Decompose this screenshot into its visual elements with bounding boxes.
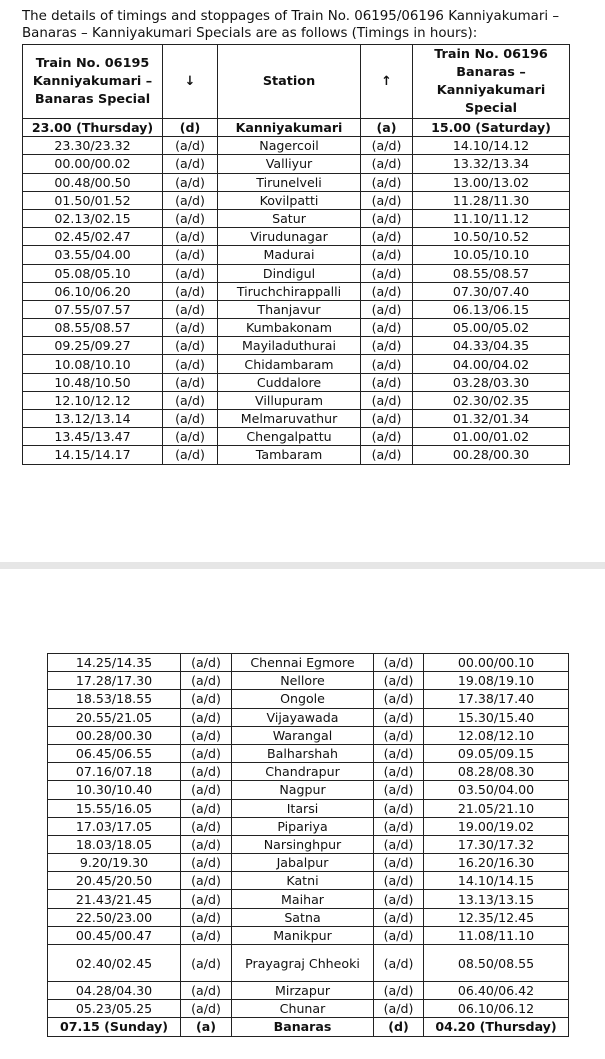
direction-down: (a/d) bbox=[163, 300, 218, 318]
direction-down: (a/d) bbox=[163, 355, 218, 373]
station-name: Warangal bbox=[232, 726, 374, 744]
departure-arrival-06196: 21.05/21.10 bbox=[424, 799, 569, 817]
station-name: Chunar bbox=[232, 1000, 374, 1018]
station-name: Thanjavur bbox=[218, 300, 361, 318]
departure-arrival-06196: 06.13/06.15 bbox=[413, 300, 570, 318]
table-row bbox=[23, 410, 570, 428]
station-name: Villupuram bbox=[218, 391, 361, 409]
station-name: Kumbakonam bbox=[218, 319, 361, 337]
table-row bbox=[23, 137, 570, 155]
timetable-part-1 bbox=[22, 44, 570, 465]
departure-arrival-06196: 00.28/00.30 bbox=[413, 446, 570, 464]
departure-arrival-06195: 15.55/16.05 bbox=[48, 799, 181, 817]
departure-arrival-06195: 23.00 (Thursday) bbox=[23, 119, 163, 137]
table-row bbox=[48, 744, 569, 762]
table-row bbox=[23, 373, 570, 391]
departure-arrival-06196: 04.33/04.35 bbox=[413, 337, 570, 355]
station-name: Nagpur bbox=[232, 781, 374, 799]
header-up-arrow: ↑ bbox=[361, 45, 413, 119]
station-name: Chennai Egmore bbox=[232, 654, 374, 672]
direction-down: (a/d) bbox=[181, 945, 232, 982]
direction-down: (a/d) bbox=[181, 690, 232, 708]
table-row bbox=[23, 191, 570, 209]
station-name: Mirzapur bbox=[232, 982, 374, 1000]
departure-arrival-06195: 01.50/01.52 bbox=[23, 191, 163, 209]
table-row bbox=[48, 781, 569, 799]
departure-arrival-06195: 23.30/23.32 bbox=[23, 137, 163, 155]
departure-arrival-06195: 20.55/21.05 bbox=[48, 708, 181, 726]
table-row bbox=[23, 228, 570, 246]
direction-down: (a/d) bbox=[163, 410, 218, 428]
header-train-06196: Train No. 06196 Banaras – Kanniyakumari Special bbox=[413, 45, 570, 119]
direction-up: (a/d) bbox=[361, 391, 413, 409]
direction-up: (a/d) bbox=[361, 410, 413, 428]
departure-arrival-06195: 09.25/09.27 bbox=[23, 337, 163, 355]
table-row bbox=[48, 817, 569, 835]
station-name: Dindigul bbox=[218, 264, 361, 282]
station-name: Virudunagar bbox=[218, 228, 361, 246]
departure-arrival-06196: 04.20 (Thursday) bbox=[424, 1018, 569, 1036]
station-name: Maihar bbox=[232, 890, 374, 908]
header-down-arrow: ↓ bbox=[163, 45, 218, 119]
station-name: Vijayawada bbox=[232, 708, 374, 726]
direction-down: (a/d) bbox=[181, 835, 232, 853]
departure-arrival-06196: 08.50/08.55 bbox=[424, 945, 569, 982]
departure-arrival-06196: 03.28/03.30 bbox=[413, 373, 570, 391]
departure-arrival-06195: 06.10/06.20 bbox=[23, 282, 163, 300]
station-name: Kovilpatti bbox=[218, 191, 361, 209]
departure-arrival-06195: 17.28/17.30 bbox=[48, 672, 181, 690]
direction-down: (d) bbox=[163, 119, 218, 137]
table-row bbox=[48, 672, 569, 690]
direction-up: (d) bbox=[374, 1018, 424, 1036]
departure-arrival-06195: 13.12/13.14 bbox=[23, 410, 163, 428]
departure-arrival-06196: 07.30/07.40 bbox=[413, 282, 570, 300]
departure-arrival-06195: 10.30/10.40 bbox=[48, 781, 181, 799]
direction-down: (a/d) bbox=[181, 926, 232, 944]
table-row bbox=[48, 726, 569, 744]
direction-down: (a/d) bbox=[163, 191, 218, 209]
direction-up: (a/d) bbox=[374, 1000, 424, 1018]
direction-down: (a/d) bbox=[163, 446, 218, 464]
departure-arrival-06196: 08.55/08.57 bbox=[413, 264, 570, 282]
table-row bbox=[48, 854, 569, 872]
departure-arrival-06196: 00.00/00.10 bbox=[424, 654, 569, 672]
table-row bbox=[48, 982, 569, 1000]
direction-up: (a/d) bbox=[374, 982, 424, 1000]
departure-arrival-06196: 14.10/14.15 bbox=[424, 872, 569, 890]
direction-down: (a/d) bbox=[181, 654, 232, 672]
departure-arrival-06196: 11.10/11.12 bbox=[413, 209, 570, 227]
departure-arrival-06196: 03.50/04.00 bbox=[424, 781, 569, 799]
direction-up: (a/d) bbox=[374, 781, 424, 799]
departure-arrival-06196: 05.00/05.02 bbox=[413, 319, 570, 337]
direction-down: (a/d) bbox=[163, 373, 218, 391]
station-name: Cuddalore bbox=[218, 373, 361, 391]
departure-arrival-06196: 02.30/02.35 bbox=[413, 391, 570, 409]
direction-down: (a/d) bbox=[181, 817, 232, 835]
station-name: Narsinghpur bbox=[232, 835, 374, 853]
direction-down: (a) bbox=[181, 1018, 232, 1036]
departure-arrival-06195: 12.10/12.12 bbox=[23, 391, 163, 409]
station-name: Satur bbox=[218, 209, 361, 227]
table-row bbox=[48, 872, 569, 890]
document-page-2 bbox=[0, 569, 605, 1059]
departure-arrival-06196: 12.08/12.10 bbox=[424, 726, 569, 744]
station-name: Jabalpur bbox=[232, 854, 374, 872]
departure-arrival-06195: 13.45/13.47 bbox=[23, 428, 163, 446]
direction-up: (a/d) bbox=[374, 654, 424, 672]
table-row bbox=[23, 246, 570, 264]
direction-up: (a/d) bbox=[374, 908, 424, 926]
station-name: Pipariya bbox=[232, 817, 374, 835]
direction-down: (a/d) bbox=[163, 173, 218, 191]
direction-down: (a/d) bbox=[181, 982, 232, 1000]
direction-up: (a/d) bbox=[374, 854, 424, 872]
departure-arrival-06196: 12.35/12.45 bbox=[424, 908, 569, 926]
departure-arrival-06195: 18.53/18.55 bbox=[48, 690, 181, 708]
table-row bbox=[48, 835, 569, 853]
direction-down: (a/d) bbox=[163, 391, 218, 409]
direction-down: (a/d) bbox=[163, 246, 218, 264]
direction-up: (a/d) bbox=[361, 191, 413, 209]
table-row bbox=[48, 945, 569, 982]
departure-arrival-06196: 04.00/04.02 bbox=[413, 355, 570, 373]
station-name: Madurai bbox=[218, 246, 361, 264]
station-name: Melmaruvathur bbox=[218, 410, 361, 428]
departure-arrival-06196: 08.28/08.30 bbox=[424, 763, 569, 781]
departure-arrival-06195: 05.23/05.25 bbox=[48, 1000, 181, 1018]
departure-arrival-06196: 11.28/11.30 bbox=[413, 191, 570, 209]
departure-arrival-06195: 18.03/18.05 bbox=[48, 835, 181, 853]
table-row bbox=[48, 908, 569, 926]
departure-arrival-06195: 07.55/07.57 bbox=[23, 300, 163, 318]
departure-arrival-06195: 07.15 (Sunday) bbox=[48, 1018, 181, 1036]
direction-up: (a/d) bbox=[361, 300, 413, 318]
departure-arrival-06195: 17.03/17.05 bbox=[48, 817, 181, 835]
departure-arrival-06195: 04.28/04.30 bbox=[48, 982, 181, 1000]
direction-up: (a/d) bbox=[361, 428, 413, 446]
direction-up: (a/d) bbox=[361, 264, 413, 282]
direction-up: (a/d) bbox=[374, 890, 424, 908]
direction-up: (a/d) bbox=[374, 799, 424, 817]
departure-arrival-06195: 00.28/00.30 bbox=[48, 726, 181, 744]
table-row bbox=[23, 355, 570, 373]
departure-arrival-06196: 06.10/06.12 bbox=[424, 1000, 569, 1018]
direction-down: (a/d) bbox=[181, 872, 232, 890]
departure-arrival-06195: 06.45/06.55 bbox=[48, 744, 181, 762]
departure-arrival-06195: 02.45/02.47 bbox=[23, 228, 163, 246]
departure-arrival-06196: 13.13/13.15 bbox=[424, 890, 569, 908]
direction-down: (a/d) bbox=[181, 1000, 232, 1018]
direction-up: (a/d) bbox=[374, 926, 424, 944]
departure-arrival-06196: 19.08/19.10 bbox=[424, 672, 569, 690]
table-row bbox=[23, 300, 570, 318]
timetable-part-2 bbox=[47, 653, 569, 1037]
station-name: Nellore bbox=[232, 672, 374, 690]
departure-arrival-06195: 02.40/02.45 bbox=[48, 945, 181, 982]
departure-arrival-06196: 01.32/01.34 bbox=[413, 410, 570, 428]
direction-up: (a/d) bbox=[361, 173, 413, 191]
table-header-row bbox=[23, 45, 570, 119]
direction-down: (a/d) bbox=[163, 282, 218, 300]
direction-down: (a/d) bbox=[163, 137, 218, 155]
departure-arrival-06196: 09.05/09.15 bbox=[424, 744, 569, 762]
departure-arrival-06195: 00.45/00.47 bbox=[48, 926, 181, 944]
departure-arrival-06195: 22.50/23.00 bbox=[48, 908, 181, 926]
direction-down: (a/d) bbox=[163, 337, 218, 355]
table-row bbox=[23, 391, 570, 409]
departure-arrival-06195: 00.48/00.50 bbox=[23, 173, 163, 191]
direction-up: (a/d) bbox=[374, 690, 424, 708]
direction-up: (a/d) bbox=[374, 872, 424, 890]
direction-up: (a/d) bbox=[374, 708, 424, 726]
departure-arrival-06196: 01.00/01.02 bbox=[413, 428, 570, 446]
departure-arrival-06195: 02.13/02.15 bbox=[23, 209, 163, 227]
station-name: Kanniyakumari bbox=[218, 119, 361, 137]
direction-down: (a/d) bbox=[181, 744, 232, 762]
departure-arrival-06195: 10.08/10.10 bbox=[23, 355, 163, 373]
direction-down: (a/d) bbox=[181, 854, 232, 872]
direction-up: (a/d) bbox=[361, 137, 413, 155]
departure-arrival-06195: 00.00/00.02 bbox=[23, 155, 163, 173]
departure-arrival-06195: 14.25/14.35 bbox=[48, 654, 181, 672]
direction-up: (a/d) bbox=[374, 744, 424, 762]
direction-up: (a/d) bbox=[374, 726, 424, 744]
station-name: Banaras bbox=[232, 1018, 374, 1036]
departure-arrival-06196: 16.20/16.30 bbox=[424, 854, 569, 872]
direction-up: (a/d) bbox=[361, 373, 413, 391]
departure-arrival-06195: 05.08/05.10 bbox=[23, 264, 163, 282]
station-name: Tiruchchirappalli bbox=[218, 282, 361, 300]
departure-arrival-06195: 10.48/10.50 bbox=[23, 373, 163, 391]
station-name: Mayiladuthurai bbox=[218, 337, 361, 355]
direction-up: (a/d) bbox=[361, 282, 413, 300]
direction-up: (a/d) bbox=[374, 817, 424, 835]
page-separator bbox=[0, 562, 605, 569]
header-station: Station bbox=[218, 45, 361, 119]
direction-up: (a/d) bbox=[374, 672, 424, 690]
station-name: Manikpur bbox=[232, 926, 374, 944]
departure-arrival-06196: 13.00/13.02 bbox=[413, 173, 570, 191]
station-name: Chidambaram bbox=[218, 355, 361, 373]
table-row bbox=[23, 209, 570, 227]
departure-arrival-06196: 10.50/10.52 bbox=[413, 228, 570, 246]
header-train-06195: Train No. 06195 Kanniyakumari – Banaras Special bbox=[23, 45, 163, 119]
direction-up: (a/d) bbox=[361, 319, 413, 337]
direction-down: (a/d) bbox=[181, 672, 232, 690]
direction-down: (a/d) bbox=[163, 428, 218, 446]
table-row bbox=[48, 654, 569, 672]
direction-up: (a) bbox=[361, 119, 413, 137]
station-name: Satna bbox=[232, 908, 374, 926]
table-row bbox=[23, 446, 570, 464]
intro-text: The details of timings and stoppages of Train No. 06195/06196 Kanniyakumari – Banaras – Kanniyakumari Specials are as follows (Timings in hours): bbox=[22, 9, 560, 41]
direction-up: (a/d) bbox=[374, 835, 424, 853]
station-name: Tirunelveli bbox=[218, 173, 361, 191]
departure-arrival-06196: 19.00/19.02 bbox=[424, 817, 569, 835]
direction-up: (a/d) bbox=[374, 945, 424, 982]
direction-down: (a/d) bbox=[163, 155, 218, 173]
direction-down: (a/d) bbox=[181, 763, 232, 781]
direction-down: (a/d) bbox=[181, 890, 232, 908]
departure-arrival-06196: 15.30/15.40 bbox=[424, 708, 569, 726]
table-row bbox=[48, 890, 569, 908]
table-row bbox=[23, 282, 570, 300]
station-name: Katni bbox=[232, 872, 374, 890]
direction-down: (a/d) bbox=[163, 264, 218, 282]
departure-arrival-06196: 11.08/11.10 bbox=[424, 926, 569, 944]
direction-down: (a/d) bbox=[181, 726, 232, 744]
direction-down: (a/d) bbox=[163, 209, 218, 227]
departure-arrival-06196: 15.00 (Saturday) bbox=[413, 119, 570, 137]
direction-up: (a/d) bbox=[374, 763, 424, 781]
departure-arrival-06195: 03.55/04.00 bbox=[23, 246, 163, 264]
departure-arrival-06195: 20.45/20.50 bbox=[48, 872, 181, 890]
table-row bbox=[23, 264, 570, 282]
direction-up: (a/d) bbox=[361, 446, 413, 464]
station-name: Itarsi bbox=[232, 799, 374, 817]
table-row bbox=[48, 708, 569, 726]
direction-up: (a/d) bbox=[361, 228, 413, 246]
table-row bbox=[48, 799, 569, 817]
direction-up: (a/d) bbox=[361, 355, 413, 373]
table-row bbox=[23, 428, 570, 446]
departure-arrival-06195: 08.55/08.57 bbox=[23, 319, 163, 337]
direction-up: (a/d) bbox=[361, 246, 413, 264]
direction-up: (a/d) bbox=[361, 155, 413, 173]
table-row bbox=[23, 155, 570, 173]
station-name: Ongole bbox=[232, 690, 374, 708]
table-row bbox=[23, 319, 570, 337]
departure-arrival-06196: 10.05/10.10 bbox=[413, 246, 570, 264]
table-row bbox=[23, 173, 570, 191]
table-row bbox=[23, 337, 570, 355]
direction-down: (a/d) bbox=[163, 228, 218, 246]
table-row bbox=[48, 763, 569, 781]
departure-arrival-06195: 07.16/07.18 bbox=[48, 763, 181, 781]
station-name: Nagercoil bbox=[218, 137, 361, 155]
table-row bbox=[48, 690, 569, 708]
table-row bbox=[48, 1018, 569, 1036]
station-name: Chengalpattu bbox=[218, 428, 361, 446]
direction-down: (a/d) bbox=[163, 319, 218, 337]
direction-up: (a/d) bbox=[361, 209, 413, 227]
departure-arrival-06196: 06.40/06.42 bbox=[424, 982, 569, 1000]
station-name: Balharshah bbox=[232, 744, 374, 762]
departure-arrival-06196: 14.10/14.12 bbox=[413, 137, 570, 155]
departure-arrival-06196: 17.38/17.40 bbox=[424, 690, 569, 708]
direction-down: (a/d) bbox=[181, 708, 232, 726]
departure-arrival-06196: 13.32/13.34 bbox=[413, 155, 570, 173]
departure-arrival-06196: 17.30/17.32 bbox=[424, 835, 569, 853]
station-name: Chandrapur bbox=[232, 763, 374, 781]
direction-down: (a/d) bbox=[181, 781, 232, 799]
table-row bbox=[48, 926, 569, 944]
departure-arrival-06195: 9.20/19.30 bbox=[48, 854, 181, 872]
station-name: Prayagraj Chheoki bbox=[232, 945, 374, 982]
direction-down: (a/d) bbox=[181, 799, 232, 817]
station-name: Tambaram bbox=[218, 446, 361, 464]
station-name: Valliyur bbox=[218, 155, 361, 173]
departure-arrival-06195: 21.43/21.45 bbox=[48, 890, 181, 908]
table-row bbox=[48, 1000, 569, 1018]
table-row bbox=[23, 119, 570, 137]
direction-down: (a/d) bbox=[181, 908, 232, 926]
direction-up: (a/d) bbox=[361, 337, 413, 355]
departure-arrival-06195: 14.15/14.17 bbox=[23, 446, 163, 464]
